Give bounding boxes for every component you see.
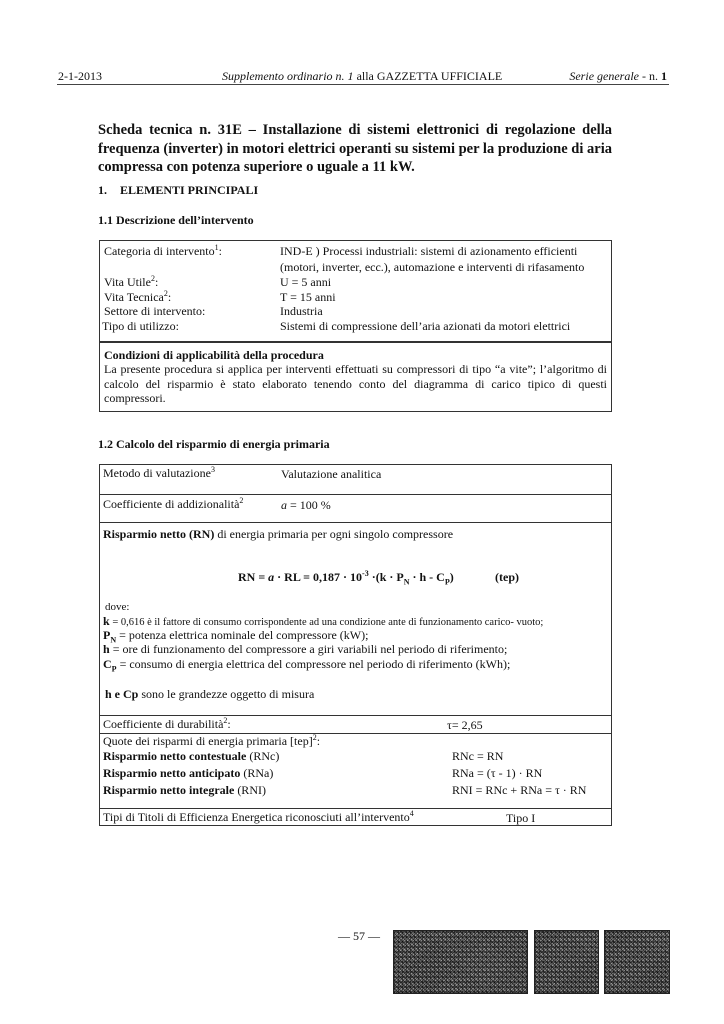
definition-cp: $C_P$ = consumo di energia elettrica del compressore nel periodo di riferimento (kWh);: [103, 657, 511, 674]
series-tail: - n.: [639, 69, 661, 83]
energy-saving-calculation-table: [99, 464, 612, 826]
gazette-label: alla GAZZETTA UFFICIALE: [353, 69, 503, 83]
settore-value: Industria: [280, 304, 323, 318]
category-value-line-2: (motori, inverter, ecc.), automazione e interventi di rifasamento: [280, 260, 585, 274]
rni-value: RNI = RNc + RNa = τ · RN: [452, 783, 587, 797]
issue-date: 2-1-2013: [58, 69, 102, 83]
section-1-1-heading: 1.1 Descrizione dell’intervento: [98, 213, 254, 227]
category-value-line-1: IND-E ) Processi industriali: sistemi di azionamento efficienti: [280, 244, 578, 258]
metodo-label: Metodo di valutazione$^3$: [103, 465, 215, 480]
risparmio-netto-heading: Risparmio netto (RN) di energia primaria per ogni singolo compressore: [103, 527, 454, 541]
section-1-label: ELEMENTI PRINCIPALI: [120, 183, 259, 197]
metodo-value: Valutazione analitica: [281, 467, 382, 481]
vita-utile-value: U = 5 anni: [280, 275, 332, 289]
series-number: 1: [661, 69, 667, 83]
titoli-value: Tipo I: [506, 811, 536, 825]
tipo-utilizzo-label: Tipo di utilizzo:: [102, 319, 179, 333]
divider: [100, 808, 611, 809]
coeff-addizionalita-label: Coefficiente di addizionalità$^2$: [103, 496, 244, 511]
series-label: Serie generale: [569, 69, 639, 83]
document-title: Scheda tecnica n. 31E – Installazione di sistemi elettronici di regolazione della frequenza (inverter) in motori elettrici operanti su sistemi per la produzione di aria compressa con potenza superiore o uguale a 11 kW.: [98, 122, 612, 175]
definition-h: h = ore di funzionamento del compressore a giri variabili nel periodo di riferimento;: [103, 642, 508, 656]
durabilita-label: Coefficiente di durabilità$^2$:: [103, 716, 231, 731]
measured-quantities-note: h e Cp sono le grandezze oggetto di misura: [105, 687, 315, 701]
tipo-utilizzo-value: Sistemi di compressione dell’aria azionati da motori elettrici: [280, 319, 571, 333]
vita-tecnica-label: Vita Tecnica$^2$:: [104, 289, 172, 304]
header-rule: [57, 84, 669, 85]
page-number: — 57 —: [338, 929, 380, 943]
supplement-label: Supplemento ordinario n. 1: [222, 69, 354, 83]
publication-name: [222, 69, 502, 84]
coeff-addizionalita-value: a = 100 %: [281, 498, 331, 512]
divider: [100, 715, 611, 716]
barcode-block-3: [604, 930, 670, 994]
section-1-number: 1.: [98, 183, 107, 197]
applicability-box: [99, 342, 612, 412]
definition-pn: $P_N$ = potenza elettrica nominale del compressore (kW);: [103, 628, 369, 645]
durabilita-value: τ= 2,65: [447, 718, 483, 732]
rni-label: Risparmio netto integrale (RNI): [103, 783, 266, 797]
rn-formula-unit: (tep): [495, 570, 519, 584]
vita-utile-label: Vita Utile$^2$:: [104, 274, 159, 289]
settore-label: Settore di intervento:: [104, 304, 206, 318]
series-info: [569, 69, 667, 84]
titoli-label: Tipi di Titoli di Efficienza Energetica riconosciuti all’intervento$^4$: [103, 809, 414, 824]
rn-formula: RN = a · RL = $0,187 \cdot 10^{-3} \cdot(k \cdot P_N \cdot h - C_P)$: [238, 569, 454, 587]
barcode-block-2: [534, 930, 599, 994]
definition-k: k = 0,616 è il fattore di consumo corrispondente ad una condizione ante di funzionamento carico- vuoto;: [103, 614, 544, 628]
rna-value: RNa = (τ - 1) · RN: [452, 766, 543, 780]
barcode-block-1: [393, 930, 528, 994]
rnc-label: Risparmio netto contestuale (RNc): [103, 749, 280, 763]
section-1-2-heading: 1.2 Calcolo del risparmio di energia primaria: [98, 437, 330, 451]
rnc-value: RNc = RN: [452, 749, 504, 763]
intervention-description-table: [99, 240, 612, 342]
divider: [100, 494, 611, 495]
dove-label: dove:: [105, 601, 130, 613]
section-1-heading: [98, 183, 258, 198]
quote-risparmi-label: Quote dei risparmi di energia primaria [tep]$^2$:: [103, 733, 321, 748]
category-label: Categoria di intervento$^1$:: [104, 243, 222, 258]
divider: [100, 522, 611, 523]
vita-tecnica-value: T = 15 anni: [280, 290, 336, 304]
applicability-heading: Condizioni di applicabilità della procedura: [104, 348, 324, 362]
applicability-text: La presente procedura si applica per interventi effettuati su compressori di tipo “a vite”; l’algoritmo di calcolo del risparmio è stato elaborato tenendo conto del diagramma di carico tipico di questi compressori.: [104, 362, 607, 405]
rna-label: Risparmio netto anticipato (RNa): [103, 766, 274, 780]
